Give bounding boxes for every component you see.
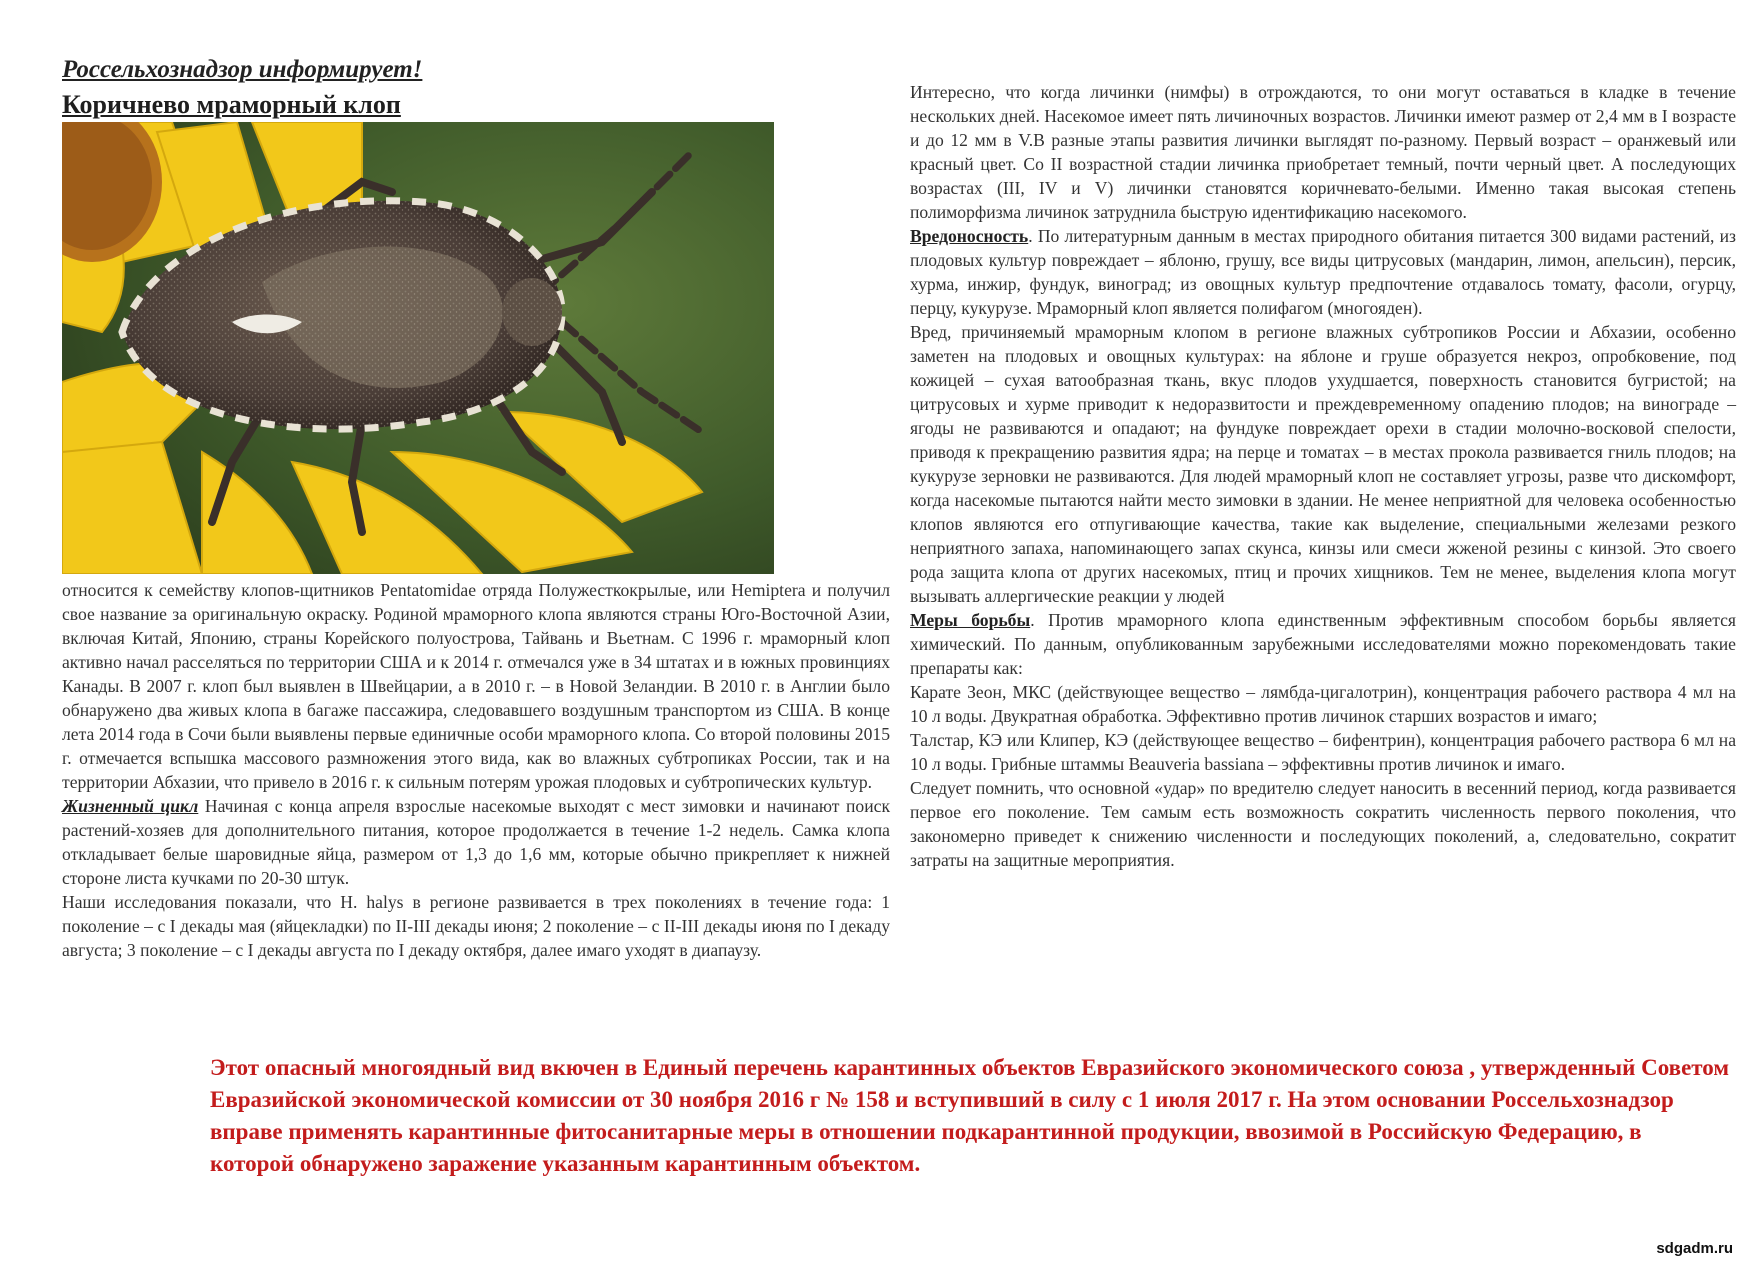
stink-bug-photo <box>62 122 774 574</box>
right-column <box>910 80 1736 872</box>
harm-paragraph <box>910 224 1736 320</box>
nymphs-paragraph: Интересно, что когда личинки (нимфы) в отрождаются, то они могут оставаться в кладке в течение нескольких дней. Насекомое имеет пять личиночных возрастов. Личинки имеют размер от 2,4 мм в I возрасте и до 12 мм в V.В разные этапы развития личинки выглядят по-разному. Первый возраст – оранжевый или красный цвет. Со II возрастной стадии личинка приобретает темный, почти черный цвет. А последующих возрастах (III, IV и V) личинки становятся коричневато-белыми. Именно такая высокая степень полиморфизма личинок затруднила быструю идентификацию насекомого. <box>910 82 1736 222</box>
product-2-paragraph: Талстар, КЭ или Клипер, КЭ (действующее вещество – бифентрин), концентрация рабочего раствора 6 мл на 10 л воды. Грибные штаммы Beauveria bassiana – эффективны против личинок и имаго. <box>910 730 1736 774</box>
control-text: . Против мраморного клопа единственным эффективным способом борьбы является химический. По данным, опубликованным зарубежными исследователями можно порекомендовать такие препараты как: <box>910 610 1737 678</box>
lifecycle-paragraph <box>62 794 890 890</box>
control-paragraph <box>910 608 1736 680</box>
generations-paragraph: Наши исследования показали, что H. halys в регионе развивается в трех поколениях в течение года: 1 поколение – с I декады мая (яйцекладки) по II-III декады июня; 2 поколение – с II-III декады июня по I декаду августа; 3 поколение – с I декады августа по I декаду октября, далее имаго уходят в диапаузу. <box>62 892 890 960</box>
page-title: Коричнево мраморный клоп <box>62 90 401 119</box>
control-heading: Меры борьбы <box>910 610 1031 630</box>
lifecycle-text: Начиная с конца апреля взрослые насекомые выходят с мест зимовки и начинают поиск растений-хозяев для дополнительного питания, которое продолжается в течение 1-2 недель. Самка клопа откладывает белые шаровидные яйца, размером от 1,3 до 1,6 мм, которые обычно прикрепляет к нижней стороне листа кучками по 20-30 штук. <box>62 796 891 888</box>
harm-heading: Вредоносность <box>910 226 1029 246</box>
reminder-paragraph: Следует помнить, что основной «удар» по вредителю следует наносить в весенний период, когда развивается первое его поколение. Тем самым есть возможность сократить численность первого поколения, что закономерно приведет к снижению численности и последующих поколений, а, следовательно, сократит затраты на защитные мероприятия. <box>910 778 1736 870</box>
harm-text: . По литературным данным в местах природного обитания питается 300 видами растений, из плодовых культур повреждает – яблоню, грушу, все виды цитрусовых (мандарин, лимон, апельсин), персик, хурма, инжир, фундук, виноград; из овощных культур предпочтение отдавалось томату, фасоли, огурцу, перцу, кукурузе. Мраморный клоп является полифагом (многояден). <box>910 226 1736 318</box>
agency-heading: Россельхознадзор информирует! <box>62 56 423 83</box>
site-watermark: sdgadm.ru <box>1656 1240 1733 1257</box>
lifecycle-heading: Жизненный цикл <box>62 796 199 816</box>
stink-bug-illustration <box>62 122 774 574</box>
intro-paragraph: относится к семейству клопов-щитников Pentatomidae отряда Полужесткокрылые, или Hemiptera и получил свое название за оригинальную окраску. Родиной мраморного клопа являются страны Юго-Восточной Азии, включая Китай, Японию, страны Корейского полуострова, Тайвань и Вьетнам. С 1996 г. мраморный клоп активно начал расселяться по территории США и к 2014 г. отмечался уже в 34 штатах и в южных провинциях Канады. В 2007 г. клоп был выявлен в Швейцарии, а в 2010 г. – в Новой Зеландии. В 2010 г. в Англии было обнаружено два живых клопа в багаже пассажира, следовавшего воздушным транспортом из США. В конце лета 2014 года в Сочи были выявлены первые единичные особи мраморного клопа. Со второй половины 2015 г. отмечается вспышка массового размножения этого вида, как во влажных субтропиках России, так и на территории Абхазии, что привело в 2016 г. к сильным потерям урожая плодовых и субтропических культур. <box>62 580 890 792</box>
damage-paragraph: Вред, причиняемый мраморным клопом в регионе влажных субтропиков России и Абхазии, особенно заметен на плодовых и овощных культурах: на яблоне и груше образуется некроз, опробковение, под кожицей – сухая ватообразная ткань, вкус плодов ухудшается, поверхность становится бугристой; на цитрусовых и хурме приводит к недоразвитости и преждевременному опадению плодов; на винограде – ягоды не развиваются и опадают; на фундуке повреждает орехи в стадии молочно-восковой спелости, приводя к прекращению развития ядра; на перце и томатах – в местах прокола развивается гниль плодов; на кукурузе зерновки не развиваются. Для людей мраморный клоп не составляет угрозы, разве что дискомфорт, когда насекомые пытаются найти место зимовки в здании. Не менее неприятной для человека особенностью клопов являются его отпугивающие качества, такие как выделение, специальными железами резкого неприятного запаха, напоминающего запах скунса, кинзы или смеси жженой резины с кинзой. Это своего рода защита клопа от других насекомых, птиц и прочих хищников. Тем не менее, выделения клопа могут вызывать аллергические реакции у людей <box>910 322 1736 606</box>
left-column <box>62 578 890 962</box>
product-1-paragraph: Карате Зеон, МКС (действующее вещество – лямбда-цигалотрин), концентрация рабочего раствора 4 мл на 10 л воды. Двукратная обработка. Эффективно против личинок старших возрастов и имаго; <box>910 682 1736 726</box>
quarantine-notice: Этот опасный многоядный вид вкючен в Единый перечень карантинных объектов Евразийского экономического союза , утвержденный Советом Евразийской экономической комиссии от 30 ноября 2016 г № 158 и вступивший в силу с 1 июля 2017 г. На этом основании Россельхознадзор вправе применять карантинные фитосанитарные меры в отношении подкарантинной продукции, ввозимой в Российскую Федерацию, в которой обнаружено заражение указанным карантинным объектом. <box>210 1055 1730 1176</box>
